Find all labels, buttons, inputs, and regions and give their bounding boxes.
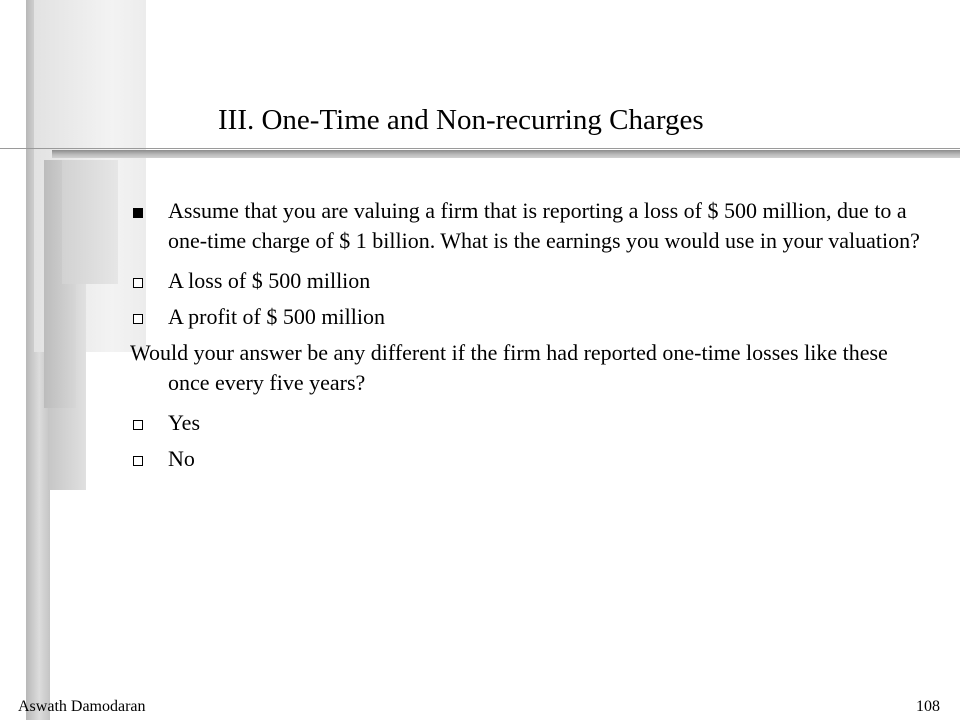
slide-title: III. One-Time and Non-recurring Charges: [218, 104, 704, 136]
option-item: [130, 302, 920, 332]
page-number: 108: [916, 698, 940, 715]
option-item: [130, 444, 920, 474]
option-item: [130, 266, 920, 296]
checkbox-icon: [130, 444, 168, 474]
checkbox-icon: [130, 302, 168, 332]
question-text: Assume that you are valuing a firm that is reporting a loss of $ 500 million, due to a one-time charge of $ 1 billion. What is the earnings you would use in your valuation?: [168, 198, 920, 253]
slide-body: [130, 196, 920, 480]
checkbox-icon: [130, 408, 168, 438]
bullet-square-icon: [130, 196, 168, 226]
option-item: [130, 408, 920, 438]
decorative-bar: [62, 160, 118, 284]
option-label: Yes: [168, 410, 201, 435]
option-label: A loss of $ 500 million: [168, 268, 371, 293]
title-rule-bar: [52, 150, 960, 158]
footer-author: Aswath Damodaran: [18, 698, 146, 715]
followup-question: Would your answer be any different if the firm had reported one-time losses like these once every five years?: [130, 340, 888, 395]
option-label: No: [168, 446, 195, 471]
question-bullet: [130, 196, 920, 256]
checkbox-icon: [130, 266, 168, 296]
option-label: A profit of $ 500 million: [168, 304, 385, 329]
title-rule: [0, 148, 960, 149]
